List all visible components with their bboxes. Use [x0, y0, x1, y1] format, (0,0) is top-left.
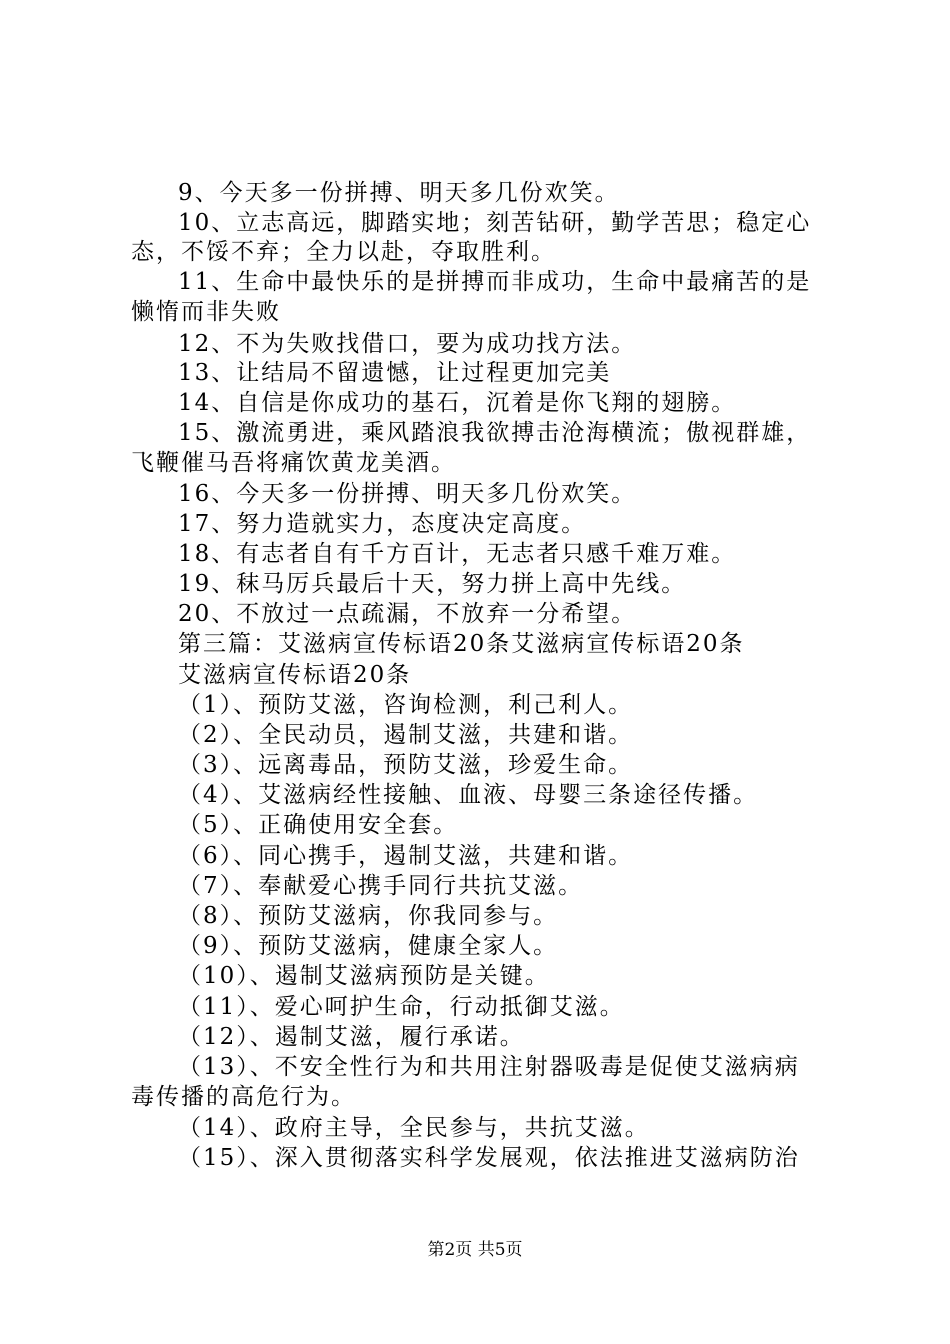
text-line: （2）、全民动员，遏制艾滋，共建和谐。: [178, 722, 634, 748]
text-line: 17、努力造就实力，态度决定高度。: [178, 511, 587, 537]
text-line: （7）、奉献爱心携手同行共抗艾滋。: [178, 873, 584, 899]
text-line: （4）、艾滋病经性接触、血液、母婴三条途径传播。: [178, 782, 759, 808]
text-line: 懒惰而非失败: [131, 299, 281, 325]
section-heading: 第三篇：艾滋病宣传标语20条艾滋病宣传标语20条: [178, 631, 745, 657]
text-line: 毒传播的高危行为。: [131, 1084, 356, 1110]
text-line: 18、有志者自有千方百计，无志者只感千难万难。: [178, 541, 737, 567]
text-line: 10、立志高远，脚踏实地；刻苦钻研，勤学苦思；稳定心: [178, 210, 812, 236]
text-line: （5）、正确使用安全套。: [178, 812, 459, 838]
text-line: （9）、预防艾滋病，健康全家人。: [178, 933, 559, 959]
text-line: （8）、预防艾滋病，你我同参与。: [178, 903, 559, 929]
text-line: （3）、远离毒品，预防艾滋，珍爱生命。: [178, 752, 634, 778]
section-subheading: 艾滋病宣传标语20条: [178, 662, 412, 688]
text-line: 11、生命中最快乐的是拼搏而非成功，生命中最痛苦的是: [178, 269, 812, 295]
text-line: 14、自信是你成功的基石，沉着是你飞翔的翅膀。: [178, 390, 737, 416]
text-line: （6）、同心携手，遏制艾滋，共建和谐。: [178, 843, 634, 869]
text-line: 13、让结局不留遗憾，让过程更加完美: [178, 360, 612, 386]
text-line: （13）、不安全性行为和共用注射器吸毒是促使艾滋病病: [178, 1054, 800, 1080]
text-line: 态，不馁不弃；全力以赴，夺取胜利。: [131, 239, 556, 265]
page-number-footer: 第2页 共5页: [427, 1240, 523, 1260]
text-line: （11）、爱心呵护生命，行动抵御艾滋。: [178, 994, 625, 1020]
text-line: 19、秣马厉兵最后十天，努力拼上高中先线。: [178, 571, 687, 597]
text-line: （1）、预防艾滋，咨询检测，利己利人。: [178, 692, 634, 718]
text-line: 飞鞭催马吾将痛饮黄龙美酒。: [131, 450, 456, 476]
text-line: 15、激流勇进，乘风踏浪我欲搏击沧海横流；傲视群雄，: [178, 420, 812, 446]
text-line: 20、不放过一点疏漏，不放弃一分希望。: [178, 601, 637, 627]
text-line: （15）、深入贯彻落实科学发展观，依法推进艾滋病防治: [178, 1145, 800, 1171]
text-line: 9、今天多一份拼搏、明天多几份欢笑。: [178, 180, 620, 206]
text-line: 12、不为失败找借口，要为成功找方法。: [178, 331, 637, 357]
text-line: （14）、政府主导，全民参与，共抗艾滋。: [178, 1115, 650, 1141]
text-line: （10）、遏制艾滋病预防是关键。: [178, 963, 550, 989]
text-line: （12）、遏制艾滋，履行承诺。: [178, 1024, 525, 1050]
text-line: 16、今天多一份拼搏、明天多几份欢笑。: [178, 481, 637, 507]
